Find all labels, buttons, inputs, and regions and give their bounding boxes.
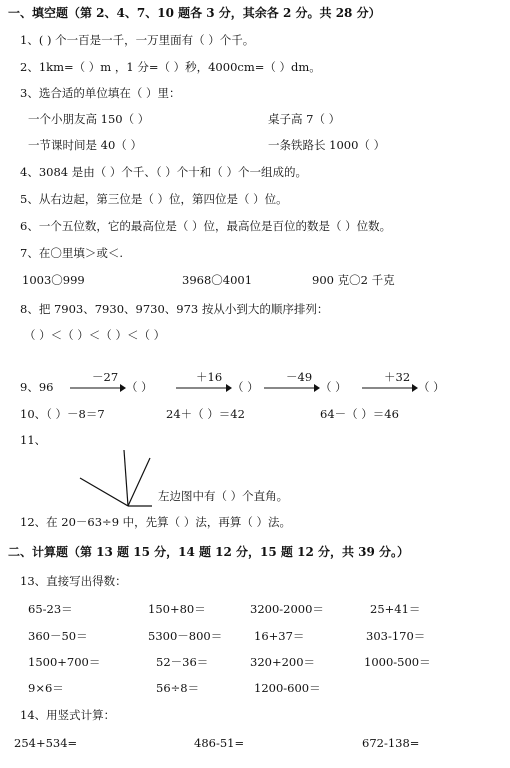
question-3b: 桌子高 7（ ） — [268, 112, 341, 126]
question-8-order-row: （ ）＜（ ）＜（ ）＜（ ） — [24, 328, 166, 342]
question-1: 1、( ) 个一百是一千，一万里面有（ ）个千。 — [20, 33, 255, 47]
question-6: 6、一个五位数，它的最高位是（ ）位，最高位是百位的数是（ ）位数。 — [20, 219, 392, 233]
calc-item: 65-23＝ — [28, 602, 73, 616]
arrow-icon — [176, 384, 232, 392]
question-13: 13、直接写出得数： — [20, 574, 127, 588]
question-10b: 24＋（ ）＝42 — [166, 407, 245, 421]
question-11: 11、 — [20, 433, 47, 447]
q9-blank-4: （ ） — [418, 380, 445, 394]
question-3c: 一节课时间是 40（ ） — [28, 138, 142, 152]
arrow-icon — [362, 384, 418, 392]
vertical-calc-item: 486-51= — [194, 736, 245, 750]
calc-item: 360－50＝ — [28, 629, 88, 643]
question-3d: 一条铁路长 1000（ ） — [268, 138, 386, 152]
calc-item: 5300－800＝ — [148, 629, 223, 643]
q9-blank-3: （ ） — [320, 380, 347, 394]
question-2: 2、1km=（ ）m ，1 分=（ ）秒，4000cm=（ ）dm。 — [20, 60, 321, 74]
section2-title: 二、计算题（第 13 题 15 分，14 题 12 分，15 题 12 分，共 39 分。） — [8, 545, 410, 559]
calc-item: 1000-500＝ — [364, 655, 431, 669]
vertical-calc-item: 254+534= — [14, 736, 78, 750]
calc-item: 25+41＝ — [370, 602, 421, 616]
question-10c: 64－（ ）＝46 — [320, 407, 399, 421]
calc-item: 1500+700＝ — [28, 655, 101, 669]
q9-blank-1: （ ） — [126, 380, 153, 394]
question-3a: 一个小朋友高 150（ ） — [28, 112, 150, 126]
vertical-calc-item: 672-138= — [362, 736, 420, 750]
calc-item: 303-170＝ — [366, 629, 426, 643]
calc-item: 320+200＝ — [250, 655, 316, 669]
question-5: 5、从右边起，第三位是（ ）位，第四位是（ ）位。 — [20, 192, 288, 206]
question-8: 8、把 7903、7930、9730、973 按从小到大的顺序排列： — [20, 302, 329, 316]
question-14: 14、用竖式计算： — [20, 708, 116, 722]
q9-blank-2: （ ） — [232, 380, 259, 394]
question-7c: 900 克〇2 千克 — [312, 273, 395, 287]
q9-op-2: ＋16 — [196, 370, 223, 384]
calc-item: 16+37＝ — [254, 629, 305, 643]
question-7b: 3968〇4001 — [182, 273, 253, 287]
question-4: 4、3084 是由（ ）个千、（ ）个十和（ ）个一组成的。 — [20, 165, 307, 179]
question-11-text: 左边图中有（ ）个直角。 — [158, 489, 289, 503]
calc-item: 56÷8＝ — [156, 681, 200, 695]
arrow-icon — [70, 384, 126, 392]
question-7a: 1003〇999 — [22, 273, 85, 287]
arrow-icon — [264, 384, 320, 392]
calc-item: 9×6＝ — [28, 681, 64, 695]
q9-op-1: －27 — [92, 370, 119, 384]
question-12: 12、在 20－63÷9 中，先算（ ）法，再算（ ）法。 — [20, 515, 291, 529]
question-3: 3、选合适的单位填在（ ）里： — [20, 86, 181, 100]
angle-figure — [80, 450, 152, 510]
calc-item: 1200-600＝ — [254, 681, 321, 695]
q9-op-4: ＋32 — [384, 370, 411, 384]
question-10a: 10、（ ）－8＝7 — [20, 407, 105, 421]
q9-op-3: －49 — [286, 370, 313, 384]
section1-title: 一、填空题（第 2、4、7、10 题各 3 分，其余各 2 分。共 28 分） — [8, 6, 381, 20]
calc-item: 150+80＝ — [148, 602, 206, 616]
calc-item: 3200-2000＝ — [250, 602, 324, 616]
question-9-start: 9、96 — [20, 380, 54, 394]
question-7: 7、在〇里填＞或＜. — [20, 246, 123, 260]
calc-item: 52－36＝ — [156, 655, 209, 669]
